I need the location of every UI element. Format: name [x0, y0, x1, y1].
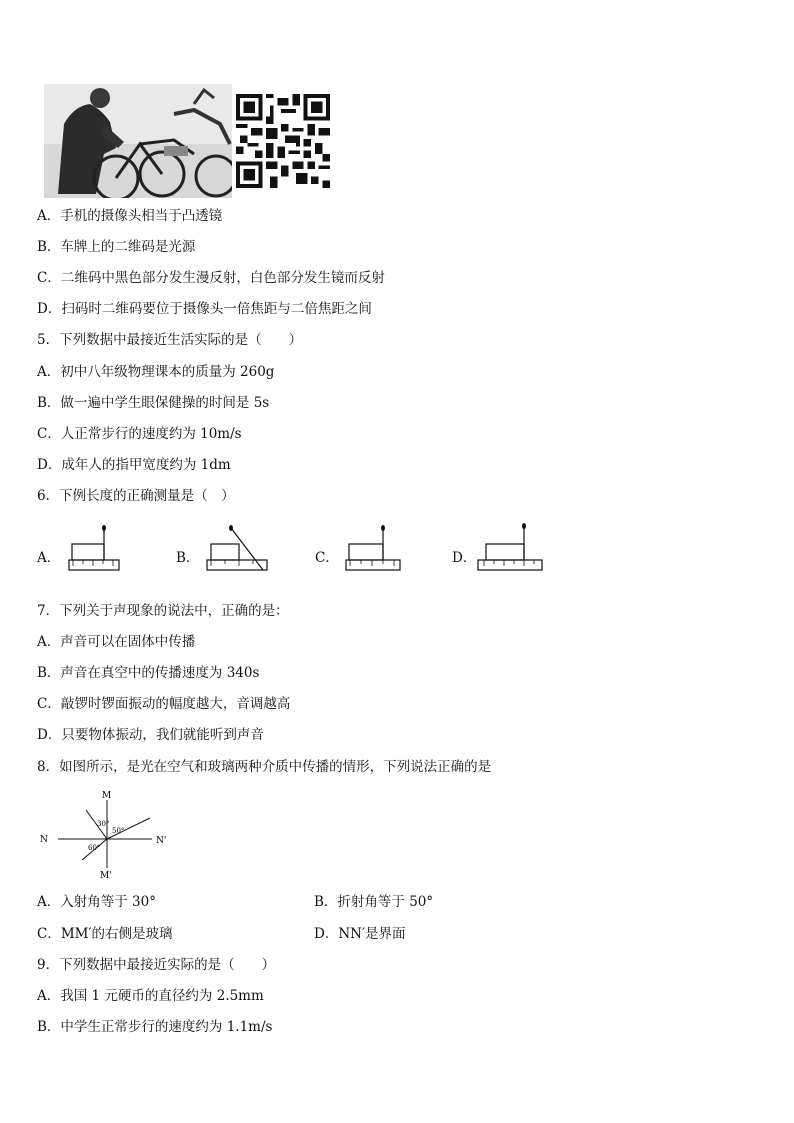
angle-60: 60° [88, 844, 101, 852]
q6-figure-c [345, 522, 405, 582]
q6-label-d: D． [452, 550, 477, 566]
q6-label-b: B． [176, 550, 200, 566]
q4-option-d: D．扫码时二维码要位于摄像头一倍焦距与二倍焦距之间 [37, 301, 372, 317]
q8-option-a: A．入射角等于 30° [37, 894, 156, 910]
q6-label-c: C． [315, 550, 339, 566]
q9-stem: 9．下列数据中最接近实际的是（ ） [37, 957, 276, 973]
q6-figure-b [205, 522, 273, 584]
q4-option-a: A．手机的摄像头相当于凸透镜 [37, 208, 223, 224]
angle-30: 30° [97, 820, 110, 828]
q7-option-c: C．敲锣时锣面振动的幅度越大，音调越高 [37, 696, 291, 712]
q9-option-a: A．我国 1 元硬币的直径约为 2.5mm [37, 988, 264, 1004]
q9-option-b: B．中学生正常步行的速度约为 1.1m/s [37, 1019, 273, 1035]
label-m: M [102, 791, 112, 801]
q6-figure-a [68, 522, 124, 582]
angle-50: 50° [112, 827, 125, 835]
q4-option-b: B．车牌上的二维码是光源 [37, 239, 196, 255]
q8-option-d: D．NN′是界面 [314, 926, 406, 942]
label-m-prime: M' [100, 871, 112, 880]
q4-option-c: C．二维码中黑色部分发生漫反射，白色部分发生镜而反射 [37, 270, 385, 286]
q7-option-d: D．只要物体振动，我们就能听到声音 [37, 727, 264, 743]
q6-label-a: A． [37, 550, 61, 566]
q5-option-d: D．成年人的指甲宽度约为 1dm [37, 457, 231, 473]
bike-scan-photo [44, 84, 232, 198]
q5-option-c: C．人正常步行的速度约为 10m/s [37, 426, 242, 442]
q7-option-a: A．声音可以在固体中传播 [37, 634, 196, 650]
q6-stem: 6．下例长度的正确测量是（ ） [37, 488, 235, 504]
q7-stem: 7．下列关于声现象的说法中，正确的是： [37, 603, 289, 619]
label-n-prime: N' [156, 836, 167, 846]
q8-option-b: B．折射角等于 50° [314, 894, 434, 910]
q8-light-diagram [36, 788, 186, 880]
q5-stem: 5．下列数据中最接近生活实际的是（ ） [37, 332, 303, 348]
q8-option-c: C．MM′的右侧是玻璃 [37, 926, 173, 942]
q5-option-b: B．做一遍中学生眼保健操的时间是 5s [37, 395, 270, 411]
qr-code [236, 94, 330, 188]
q7-option-b: B．声音在真空中的传播速度为 340s [37, 665, 260, 681]
q8-stem: 8．如图所示，是光在空气和玻璃两种介质中传播的情形，下列说法正确的是 [37, 759, 492, 775]
q5-option-a: A．初中八年级物理课本的质量为 260g [37, 364, 275, 380]
q6-figure-d [476, 522, 546, 582]
label-n: N [40, 835, 48, 845]
